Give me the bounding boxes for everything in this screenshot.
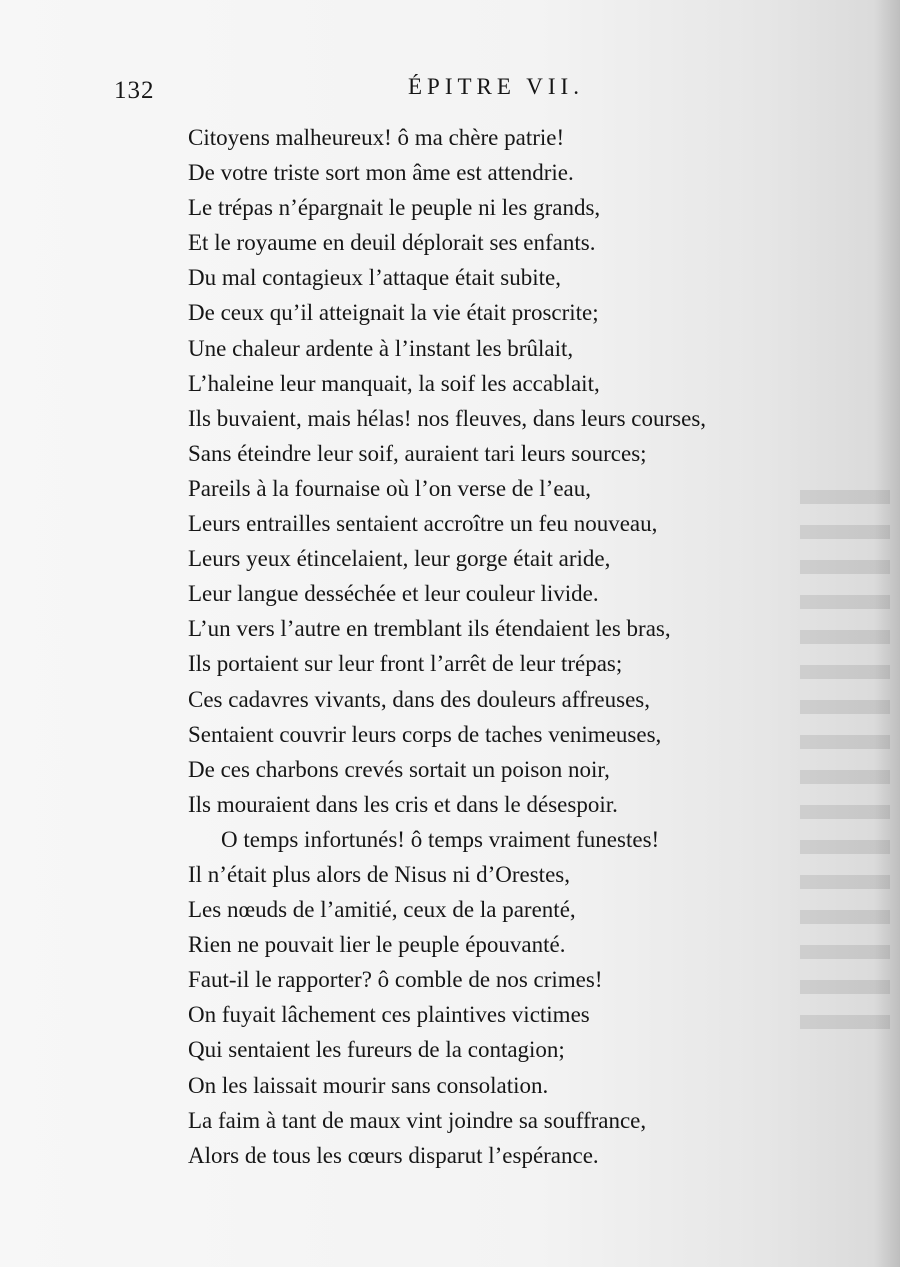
poem-line: Qui sentaient les fureurs de la contagion; — [188, 1037, 565, 1063]
poem-line: Citoyens malheureux! ô ma chère patrie! — [188, 125, 565, 150]
poem-line: De votre triste sort mon âme est attendrie. — [188, 160, 574, 186]
poem-line: Leur langue desséchée et leur couleur livide. — [188, 581, 599, 607]
page-number: 132 — [114, 77, 155, 104]
poem-line: Les nœuds de l’amitié, ceux de la parenté, — [188, 897, 576, 923]
poem-line: Sentaient couvrir leurs corps de taches venimeuses, — [188, 721, 662, 747]
poem-line: De ceux qu’il atteignait la vie était proscrite; — [188, 300, 599, 326]
poem-line: Une chaleur ardente à l’instant les brûlait, — [188, 335, 574, 361]
poem-line: Du mal contagieux l’attaque était subite, — [188, 265, 561, 291]
poem-line: Ils portaient sur leur front l’arrêt de leur trépas; — [188, 651, 623, 677]
poem-line: Sans éteindre leur soif, auraient tari leurs sources; — [188, 440, 647, 466]
poem-line: On les laissait mourir sans consolation. — [188, 1072, 549, 1098]
poem-line: Alors de tous les cœurs disparut l’espérance. — [188, 1142, 599, 1168]
running-head: ÉPITRE VII. — [408, 74, 584, 99]
poem-line: Rien ne pouvait lier le peuple épouvanté. — [188, 932, 566, 958]
poem-line: Leurs entrailles sentaient accroître un feu nouveau, — [188, 511, 658, 537]
poem-line: L’haleine leur manquait, la soif les accablait, — [188, 370, 600, 396]
poem-text — [188, 120, 828, 1173]
poem-line: Et le royaume en deuil déplorait ses enfants. — [188, 230, 596, 256]
poem-line: Faut-il le rapporter? ô comble de nos crimes! — [188, 967, 603, 993]
poem-line: Il n’était plus alors de Nisus ni d’Orestes, — [188, 861, 570, 887]
poem-line: Ils buvaient, mais hélas! nos fleuves, dans leurs courses, — [188, 405, 707, 431]
poem-line: Pareils à la fournaise où l’on verse de l’eau, — [188, 475, 591, 501]
poem-line: Ils mouraient dans les cris et dans le désespoir. — [188, 791, 618, 817]
poem-line: Leurs yeux étincelaient, leur gorge était aride, — [188, 546, 611, 572]
poem-line: L’un vers l’autre en tremblant ils étendaient les bras, — [188, 616, 671, 642]
poem-line: On fuyait lâchement ces plaintives victimes — [188, 1002, 590, 1028]
poem-line: O temps infortunés! ô temps vraiment funestes! — [221, 826, 660, 852]
poem-line: Le trépas n’épargnait le peuple ni les grands, — [188, 195, 601, 221]
poem-line: La faim à tant de maux vint joindre sa souffrance, — [188, 1107, 647, 1133]
page-edge-shadow — [874, 0, 900, 1267]
poem-line: Ces cadavres vivants, dans des douleurs affreuses, — [188, 686, 650, 712]
poem-line: De ces charbons crevés sortait un poison noir, — [188, 756, 610, 782]
